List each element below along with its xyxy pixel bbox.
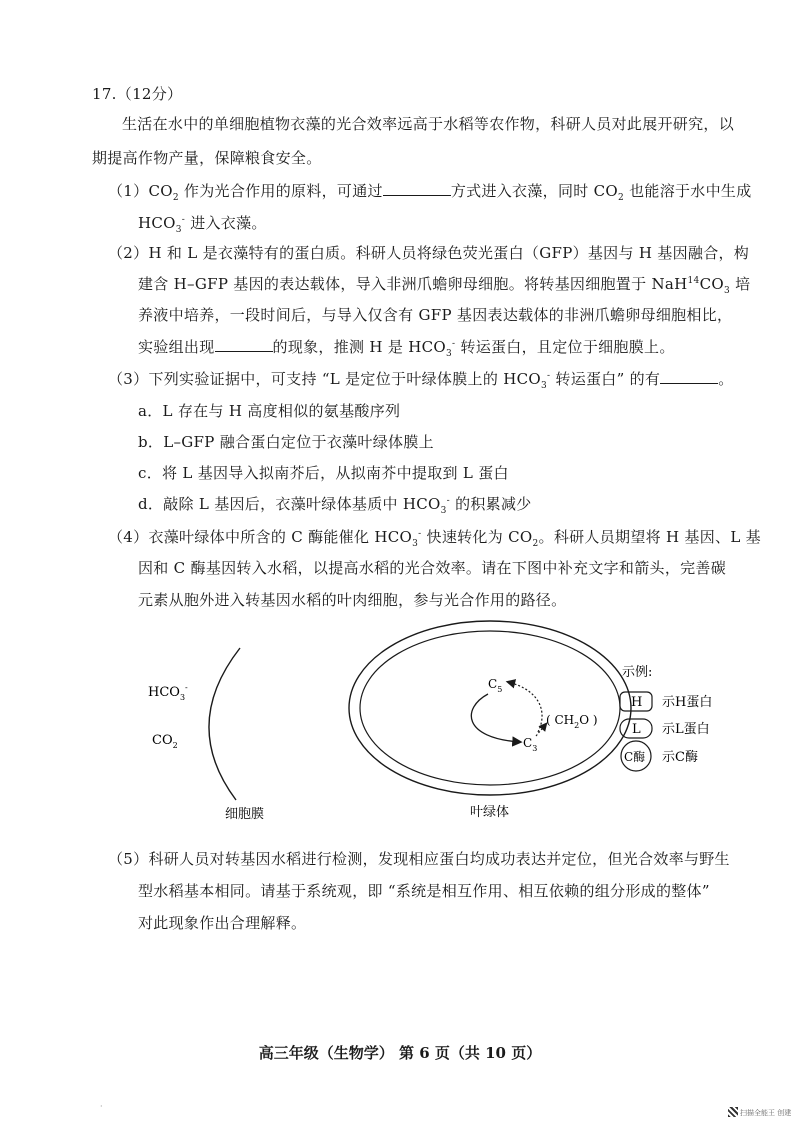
part-5-text-1: 科研人员对转基因水稻进行检测，发现相应蛋白均成功表达并定位，但光合效率与野生 <box>148 850 730 868</box>
part-3-text-c: 。 <box>718 370 734 388</box>
legend-l-symbol: L <box>632 722 641 737</box>
intro-line-1: 生活在水中的单细胞植物衣藻的光合效率远高于水稻等农作物，科研人员对此展开研究，以 <box>122 115 735 133</box>
part-2-text-2b: CO <box>699 275 724 293</box>
option-c: c．将 L 基因导入拟南芥后，从拟南芥中提取到 L 蛋白 <box>138 464 509 482</box>
option-d <box>138 494 532 514</box>
part-4-label: （4） <box>108 528 149 546</box>
part-1-label: （1） <box>108 182 149 200</box>
part-1-text-a: CO <box>148 182 173 200</box>
superscript-14: 14 <box>687 276 700 286</box>
diagram-c5-label: $C_5$ <box>488 677 503 694</box>
option-d-text-b: 的积累减少 <box>450 495 532 513</box>
part-4-line-3: 元素从胞外进入转基因水稻的叶肉细胞，参与光合作用的路径。 <box>138 591 567 609</box>
part-4-text-1a: 衣藻叶绿体中所含的 C 酶能催化 HCO <box>148 528 413 546</box>
superscript-minus-4: - <box>446 496 450 506</box>
part-2-text-4c: 转运蛋白，且定位于细胞膜上。 <box>455 338 675 356</box>
subscript-3c: 3 <box>445 349 452 359</box>
legend-h-symbol: H <box>631 695 643 710</box>
part-4-line-1 <box>108 527 761 547</box>
scan-speck: · <box>100 1102 103 1111</box>
part-5-line-3: 对此现象作出合理解释。 <box>138 914 307 932</box>
carbon-pathway-diagram <box>0 620 800 830</box>
subscript-3d: 3 <box>540 381 547 391</box>
part-2-text-4a: 实验组出现 <box>138 338 215 356</box>
part-5-line-1 <box>108 849 730 869</box>
part-5-label: （5） <box>108 850 149 868</box>
part-4-text-1c: 。科研人员期望将 H 基因、L 基 <box>538 528 761 546</box>
part-2-text-2a: 建含 H–GFP 基因的表达载体，导入非洲爪蟾卵母细胞。将转基因细胞置于 NaH <box>138 275 688 293</box>
part-2-line-2 <box>138 274 750 294</box>
subscript-3: 3 <box>175 225 182 235</box>
option-a: a．L 存在与 H 高度相似的氨基酸序列 <box>138 402 401 420</box>
part-2-line-1 <box>108 243 749 263</box>
c3-to-c5-dotted-arrow <box>508 682 542 732</box>
answer-blank-1[interactable] <box>383 180 451 196</box>
diagram-hco3-label: $HCO_3^-$ <box>148 683 188 702</box>
part-1-text-b: 作为光合作用的原料，可通过 <box>178 182 383 200</box>
subscript-2b: 2 <box>618 193 625 203</box>
superscript-minus-2: - <box>452 339 456 349</box>
option-d-text-a: d．敲除 L 基因后，衣藻叶绿体基质中 HCO <box>138 495 441 513</box>
part-3-line-1 <box>108 368 734 389</box>
subscript-3e: 3 <box>440 506 447 516</box>
superscript-minus-5: - <box>418 529 422 539</box>
cell-membrane-arc <box>209 648 240 800</box>
subscript-3f: 3 <box>412 539 419 549</box>
legend-l-text: 示L蛋白 <box>662 722 710 737</box>
part-4-line-2: 因和 C 酶基因转入水稻，以提高水稻的光合效率。请在下图中补充文字和箭头，完善碳 <box>138 559 727 577</box>
diagram-co2-label: $CO_2$ <box>152 733 178 750</box>
legend-h-text: 示H蛋白 <box>662 695 713 710</box>
subscript-3b: 3 <box>723 286 730 296</box>
superscript-minus: - <box>181 215 186 225</box>
part-1-line-1 <box>108 180 752 201</box>
question-number: 17. <box>92 85 117 103</box>
part-5-line-2: 型水稻基本相同。请基于系统观，即 “系统是相互作用、相互依赖的组分形成的整体” <box>138 882 710 900</box>
part-3-text-a: 下列实验证据中，可支持 “L 是定位于叶绿体膜上的 HCO <box>148 370 541 388</box>
legend-c-text: 示C酶 <box>662 750 698 765</box>
question-header <box>92 84 182 104</box>
subscript-2: 2 <box>172 193 179 203</box>
scanner-logo-icon <box>728 1107 738 1117</box>
scan-watermark: 扫描全能王 创建 <box>740 1109 792 1117</box>
part-1-line-2 <box>138 213 267 233</box>
part-2-line-4 <box>138 336 675 357</box>
calvin-cycle-arrow <box>471 694 520 742</box>
part-4-text-1b: 快速转化为 CO <box>421 528 533 546</box>
chloroplast-outer-membrane <box>349 621 631 795</box>
cell-membrane-label: 细胞膜 <box>225 807 265 822</box>
part-1-text-f: 进入衣藻。 <box>185 214 267 232</box>
diagram-ch2o-label: ( $CH_2O$ ) <box>546 713 598 730</box>
part-3-text-b: 转运蛋白” 的有 <box>550 370 661 388</box>
chloroplast-inner-membrane <box>360 631 620 785</box>
part-1-text-d: 也能溶于水中生成 <box>624 182 752 200</box>
part-2-text-4b: 的现象，推测 H 是 HCO <box>272 338 446 356</box>
part-2-line-3: 养液中培养，一段时间后，与导入仅含有 GFP 基因表达载体的非洲爪蟾卵母细胞相比， <box>138 306 733 324</box>
legend-c-symbol: C酶 <box>624 750 646 764</box>
diagram-c3-label: $C_3$ <box>523 736 538 753</box>
superscript-minus-3: - <box>546 371 551 381</box>
part-3-label: （3） <box>108 370 149 388</box>
chloroplast-label: 叶绿体 <box>470 805 510 820</box>
subscript-2c: 2 <box>532 539 539 549</box>
answer-blank-3[interactable] <box>660 368 718 384</box>
part-2-text-1: H 和 L 是衣藻特有的蛋白质。科研人员将绿色荧光蛋白（GFP）基因与 H 基因融合，构 <box>148 244 750 262</box>
part-2-text-2c: 培 <box>730 275 751 293</box>
legend-title: 示例: <box>622 665 653 680</box>
part-1-text-c: 方式进入衣藻，同时 CO <box>450 182 618 200</box>
question-score: （12分） <box>116 85 183 103</box>
option-b: b．L–GFP 融合蛋白定位于衣藻叶绿体膜上 <box>138 433 434 451</box>
part-1-text-e: HCO <box>138 214 176 232</box>
c3-to-ch2o-dotted-arrow <box>536 724 546 736</box>
part-2-label: （2） <box>108 244 149 262</box>
page-footer: 高三年级（生物学） 第 6 页（共 10 页） <box>258 1044 542 1062</box>
intro-line-2: 期提高作物产量，保障粮食安全。 <box>92 149 322 167</box>
answer-blank-2[interactable] <box>215 336 273 352</box>
